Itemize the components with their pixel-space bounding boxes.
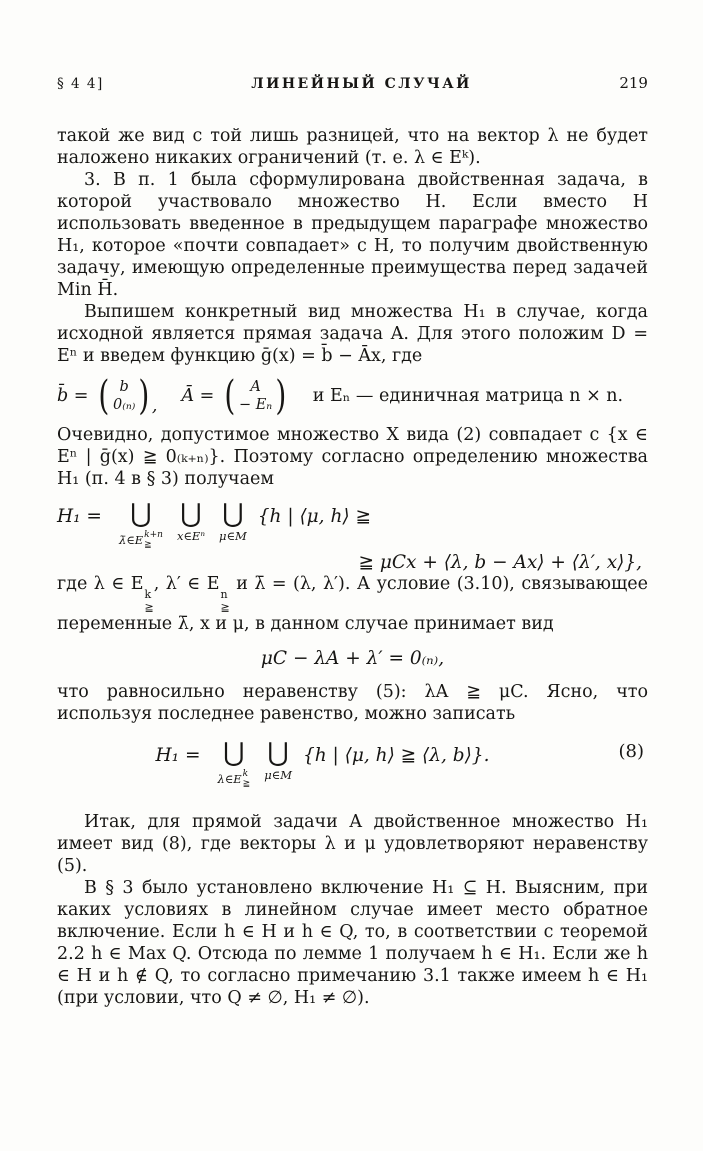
equation-set-condition: {h | ⟨μ, h⟩ ≧ ⟨λ, b⟩}. (302, 745, 490, 766)
union-index: x∈Eⁿ (176, 529, 205, 543)
paragraph-inclusion-discussion: В § 3 было установлено включение H₁ ⊆ H. Выясним, при каких условиях в линейном случае имеет место обратное включение. Если h ∈ H и h ∈ Q, то, в соответствии с теоремой 2.2 h ∈ Max Q. Отсюда по лемме 1 получаем h ∈ H₁. Если же h ∈ H и h ∉ Q, то согласно примечанию 3.1 также имеем h ∈ H₁ (при условии, что Q ≠ ∅, H₁ ≠ ∅). (57, 878, 648, 1008)
matrix-right-paren: ) (138, 373, 150, 419)
union-operator-icon: ⋃ (267, 738, 289, 768)
identity-matrix-note: и Eₙ — единичная матрица n × n. (312, 386, 624, 406)
matrix-a-over-minus-en (222, 372, 288, 420)
union-over-mu (264, 739, 292, 782)
matrix-b-row1: b (119, 378, 129, 395)
equation-set-condition: {h | ⟨μ, h⟩ ≧ (257, 506, 371, 527)
paragraph-summary: Итак, для прямой задачи A двойственное множество H₁ имеет вид (8), где векторы λ и μ удовлетворяют неравенству (5). (57, 812, 648, 876)
running-title: ЛИНЕЙНЫЙ СЛУЧАЙ (251, 76, 472, 92)
paragraph-equivalent-inequality: что равносильно неравенству (5): λA ≧ μC. Ясно, что используя последнее равенство, можно записать (57, 682, 648, 724)
union-operator-icon: ⋃ (222, 499, 244, 529)
union-operator-icon: ⋃ (223, 738, 245, 768)
matrix-b-comma: , (151, 396, 158, 416)
union-index: μ∈M (264, 768, 292, 782)
matrix-a-row1: A (250, 378, 261, 395)
matrix-right-paren: ) (275, 373, 287, 419)
union-index: μ∈M (219, 529, 247, 543)
matrix-left-paren: ( (224, 373, 236, 419)
paragraph-h1-setup: Выпишем конкретный вид множества H₁ в случае, когда исходной является прямая задача A. Для этого положим D = Eⁿ и введем функцию ḡ(x) = b̄ − Āx, где (57, 302, 648, 366)
equation-stationarity-condition: μC − λA + λ′ = 0₍ₙ₎, (260, 648, 445, 669)
e-sup-sub: k ≧ (144, 588, 154, 614)
matrix-a-row2: − Eₙ (238, 397, 273, 413)
matrix-left-paren: ( (98, 373, 110, 419)
union-operator-icon: ⋃ (180, 499, 202, 529)
section-marker: § 4 4] (57, 76, 104, 92)
paragraph-point-3: 3. В п. 1 была сформулирована двойственная задача, в которой участвовало множество H. Если вместо H использовать введенное в предыдущем параграфе множество H₁, которое «почти совпадает» с H, то получим двойственную задачу, имеющую определенные преимущества перед задачей Min H̄. (57, 170, 648, 300)
equation-number: (8) (618, 741, 644, 762)
equation-h1-triple-union (57, 500, 648, 573)
union-over-lambda: ⋃ λ∈E k ≧ (217, 738, 251, 789)
equation-lhs: H₁ = (57, 506, 102, 527)
paragraph-where-lambda: где λ ∈ E k ≧ , λ′ ∈ E n ≧ и λ̄ = (λ, λ′). А условие (3.10), связывающее переменные λ̄, x и μ, в данном случае принимает вид (57, 574, 649, 634)
paragraph-admissible-set: Очевидно, допустимое множество X вида (2) совпадает с {x ∈ Eⁿ | ḡ(x) ≧ 0₍ₖ₊ₙ₎}. Поэтому согласно определению множества H₁ (п. 4 в § 3) получаем (57, 425, 648, 489)
matrix-b-row2: 0₍ₙ₎ (113, 397, 136, 413)
matrix-b-over-zero (96, 372, 151, 420)
union-operator-icon: ⋃ (130, 499, 152, 529)
union-index: λ̄∈E (118, 532, 144, 547)
paragraph-lambda-unconstrained: такой же вид с той лишь разницей, что на вектор λ не будет наложено никаких ограничений (т. е. λ ∈ Eᵏ). (57, 126, 648, 168)
bbar-equals: b̄ = (57, 386, 89, 406)
equation-8 (57, 739, 648, 789)
union-index: λ∈E (217, 771, 242, 786)
abar-equals: Ā = (181, 386, 215, 406)
running-header (57, 74, 648, 92)
union-over-x (177, 500, 205, 543)
union-over-lambda-bar: ⋃ λ̄∈E k+n ≧ (118, 499, 163, 550)
equation-lhs: H₁ = (155, 745, 201, 766)
equation-continuation-line: ≧ μCx + ⟨λ, b − Ax⟩ + ⟨λ′, x⟩}, (358, 552, 642, 573)
e-sup-sub: n ≧ (220, 588, 230, 614)
page-number: 219 (619, 74, 648, 92)
union-over-mu (219, 500, 247, 543)
matrix-definition-line (57, 370, 648, 422)
